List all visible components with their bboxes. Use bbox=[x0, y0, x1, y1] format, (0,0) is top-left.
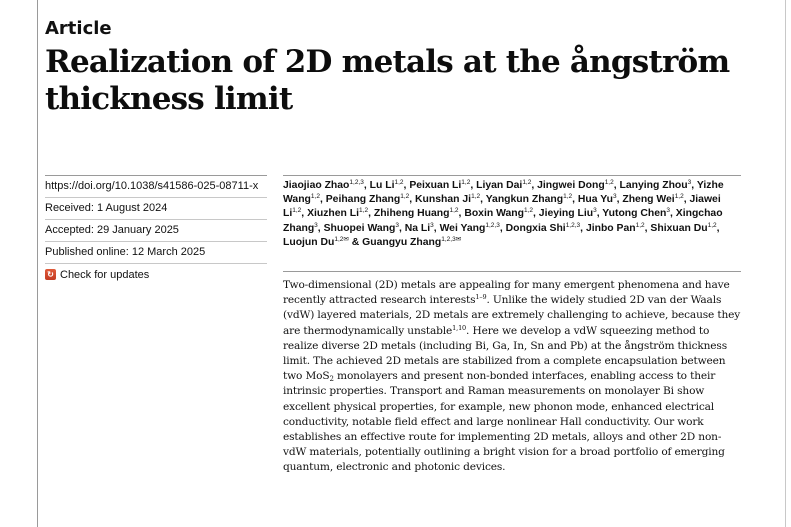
author-name[interactable]: Jiaojiao Zhao$^{1,2,3}$ bbox=[283, 179, 364, 191]
author-name[interactable]: Shixuan Du$^{1,2}$ bbox=[650, 221, 717, 234]
author-affiliation: 1,2 bbox=[563, 193, 573, 201]
author-affiliation: 3 bbox=[666, 207, 670, 215]
author-name[interactable]: Kunshan Ji$^{1,2}$ bbox=[415, 193, 481, 206]
author-affiliation: 1,2 bbox=[400, 193, 410, 201]
author-name[interactable]: Xingchao Zhang$^3$ bbox=[283, 208, 723, 234]
article-metadata bbox=[45, 175, 267, 285]
author-affiliation: 3 bbox=[612, 193, 617, 201]
author-affiliation: 1,2 bbox=[449, 207, 459, 215]
author-name[interactable]: Luojun $Du^{1,2✉}$ bbox=[283, 235, 349, 248]
abstract-text: monolayers and present non-bonded interfaces, enabling access to their intrinsic properties. Transport and Raman measurements on monolayer Bi show excellent physical properties, for example, new phonon mode, enhanced electrical conductivity, notable field effect and large nonlinear Hall conductivity. Our work establishes an effective route for implementing 2D metals, alloys and other 2D non-vdW materials, potentially outlining a bright vision for a broad portfolio of emerging quantum, electronic and photonic devices. bbox=[283, 370, 725, 474]
check-for-updates-button[interactable] bbox=[45, 263, 267, 285]
author-name[interactable]: Yutong Chen$^3$ bbox=[602, 207, 670, 220]
check-updates-label: Check for updates bbox=[60, 268, 150, 281]
author-name[interactable]: Peixuan Li$^{1,2}$ bbox=[409, 179, 471, 191]
author-name[interactable]: Yizhe Wang$^{1,2}$ bbox=[283, 180, 724, 206]
author-affiliation: 1,2 bbox=[292, 207, 302, 215]
author-name[interactable]: Yangkun Zhang$^{1,2}$ bbox=[485, 193, 573, 206]
author-affiliation: 1,2 bbox=[604, 179, 614, 186]
author-name[interactable]: Na Li$^3$ bbox=[404, 221, 434, 234]
author-name[interactable]: Boxin Wang$^{1,2}$ bbox=[464, 207, 534, 220]
author-affiliation: 1,2 bbox=[310, 193, 320, 201]
right-margin-rule bbox=[785, 0, 786, 527]
author-name[interactable]: Zhiheng Huang$^{1,2}$ bbox=[373, 207, 459, 220]
author-name[interactable]: Dongxia Shi$^{1,2,3}$ bbox=[505, 221, 581, 234]
author-name[interactable]: Lanying Zhou$^3$ bbox=[619, 179, 692, 191]
author-conjunction: & bbox=[348, 236, 363, 248]
author-affiliation: 1,2,3 bbox=[485, 221, 500, 229]
doi-link[interactable]: https://doi.org/10.1038/s41586-025-08711-x bbox=[45, 175, 267, 197]
author-affiliation: 1,2 bbox=[635, 221, 645, 229]
author-name[interactable]: Hua Yu$^3$ bbox=[577, 193, 617, 206]
author-affiliation: 3 bbox=[430, 221, 434, 229]
author-affiliation: 1,2✉ bbox=[334, 235, 349, 243]
accepted-date: Accepted: 29 January 2025 bbox=[45, 219, 267, 241]
article-type-label: Article bbox=[45, 18, 112, 39]
author-affiliation: 1,2 bbox=[461, 179, 471, 186]
author-list: Jiaojiao Zhao$^{1,2,3}$, Lu Li$^{1,2}$, Peixuan Li$^{1,2}$, Liyan Dai$^{1,2}$, Jingwei Dong$^{1,2}$, Lanying Zhou$^3$, Yizhe Wang$^{1,2}$, Peihang Zhang$^{1,2}$, Kunshan Ji$^{1,2}$, Yangkun Zhang$^{1,2}$, Hua Yu$^3$, Zheng Wei$^{1,2}$, Jiawei Li$^{1,2}$, Xiuzhen Li$^{1,2}$, Zhiheng Huang$^{1,2}$, Boxin Wang$^{1,2}$, Jieying Liu$^3$, Yutong Chen$^3$, Xingchao Zhang$^3$, Shuopei Wang$^3$, Na Li$^3$, Wei Yang$^{1,2,3}$, Dongxia Shi$^{1,2,3}$, Jinbo Pan$^{1,2}$, Shixuan Du$^{1,2}$, Luojun $Du^{1,2✉}$ & Guangyu Zhang$^{1,2,3✉}$ bbox=[283, 179, 724, 248]
abstract-text: Two-dimensional (2D) metals are appealing for many emergent phenomena and have recently attracted research interests bbox=[283, 279, 730, 307]
author-name[interactable]: Jiawei Li$^{1,2}$ bbox=[283, 194, 721, 220]
abstract-top-rule bbox=[283, 271, 741, 272]
author-name[interactable]: Jingwei Dong$^{1,2}$ bbox=[537, 179, 614, 191]
author-name[interactable]: Guangyu Zhang$^{1,2,3✉}$ bbox=[362, 235, 462, 248]
author-affiliation: 1,2,3 bbox=[565, 221, 581, 229]
subscript: 2 bbox=[329, 375, 334, 384]
authors-top-rule bbox=[283, 175, 741, 176]
author-affiliation: 3 bbox=[314, 221, 318, 229]
author-affiliation: 3 bbox=[687, 179, 692, 186]
published-date: Published online: 12 March 2025 bbox=[45, 241, 267, 263]
author-name[interactable]: Shuopei Wang$^3$ bbox=[323, 221, 399, 234]
author-affiliation: 1,2 bbox=[523, 207, 534, 215]
author-name[interactable]: Zheng Wei$^{1,2}$ bbox=[622, 193, 684, 206]
reference-citation[interactable]: 1,10 bbox=[452, 323, 467, 332]
author-name[interactable]: Wei Yang$^{1,2,3}$ bbox=[439, 221, 500, 234]
author-affiliation: 1,2 bbox=[394, 179, 404, 186]
author-name[interactable]: Jieying Liu$^3$ bbox=[538, 207, 597, 220]
received-date: Received: 1 August 2024 bbox=[45, 197, 267, 219]
author-affiliation: 1,2 bbox=[707, 221, 717, 229]
author-affiliation: 3 bbox=[395, 221, 399, 229]
abstract bbox=[283, 278, 743, 476]
author-name[interactable]: Lu Li$^{1,2}$ bbox=[369, 179, 404, 191]
reference-citation[interactable]: 1–9 bbox=[475, 293, 487, 302]
abstract-text: . Here we develop a vdW squeezing method to realize diverse 2D metals (including Bi, Ga, In, Sn and Pb) at the ångström thickness limit. The achieved 2D metals are stabilized from a complete encapsulation between two MoS bbox=[283, 324, 727, 383]
author-name[interactable]: Xiuzhen Li$^{1,2}$ bbox=[307, 207, 369, 220]
author-affiliation: 1,2,3✉ bbox=[441, 235, 462, 243]
author-affiliation: 1,2,3 bbox=[349, 179, 364, 186]
article-title: Realization of 2D metals at the ångström thickness limit bbox=[45, 44, 730, 117]
author-affiliation: 1,2 bbox=[359, 207, 369, 215]
author-affiliation: 1,2 bbox=[471, 193, 481, 201]
author-name[interactable]: Jinbo Pan$^{1,2}$ bbox=[585, 221, 645, 234]
abstract-text: . Unlike the widely studied 2D van der Waals (vdW) layered materials, 2D metals are extremely challenging to achieve, because they are thermodynamically unstable bbox=[283, 294, 741, 337]
left-margin-rule bbox=[37, 0, 38, 527]
author-affiliation: 3 bbox=[593, 207, 597, 215]
author-name[interactable]: Peihang Zhang$^{1,2}$ bbox=[325, 193, 410, 206]
author-affiliation: 1,2 bbox=[674, 193, 684, 201]
author-name[interactable]: Liyan Dai$^{1,2}$ bbox=[476, 179, 532, 191]
check-updates-icon: ↻ bbox=[45, 269, 56, 280]
author-affiliation: 1,2 bbox=[522, 179, 532, 186]
